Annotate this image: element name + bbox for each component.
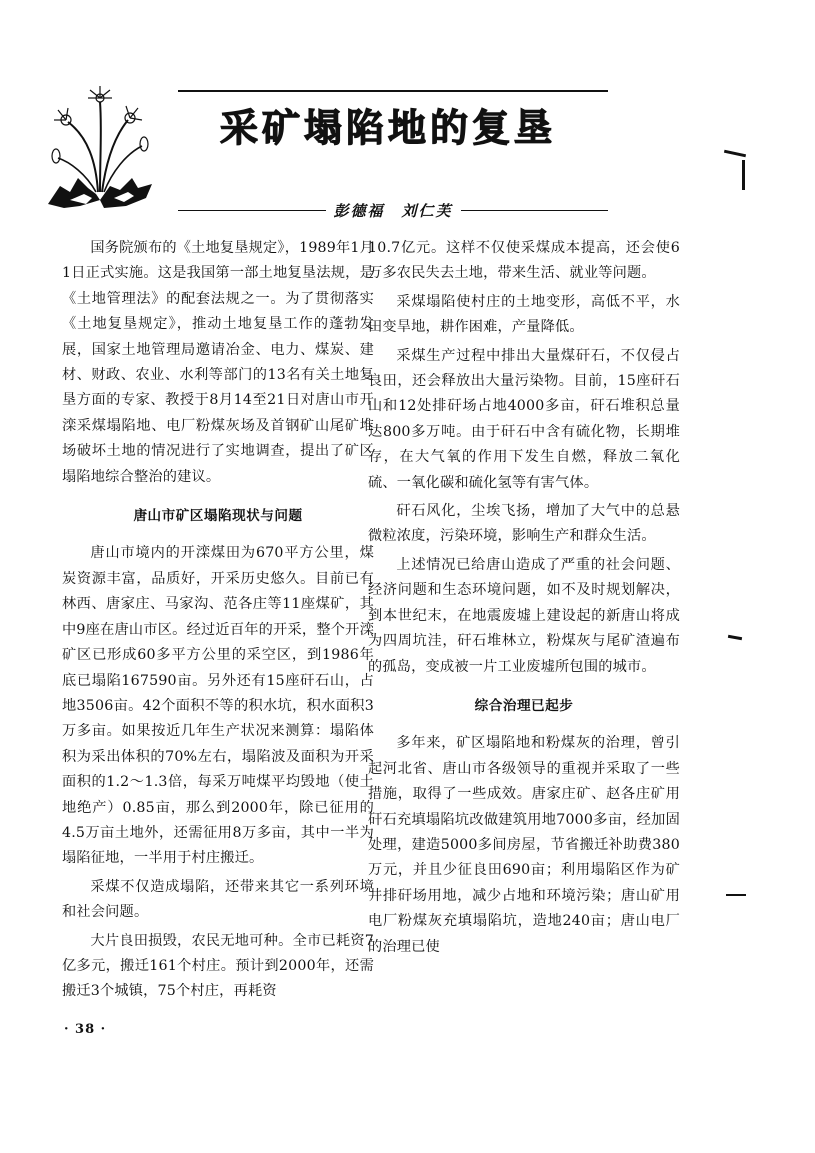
byline-rule-right	[461, 210, 609, 211]
problems-paragraph: 采煤不仅造成塌陷，还带来其它一系列环境和社会问题。	[62, 878, 374, 921]
page-number: · 38 ·	[64, 1022, 107, 1037]
summary-paragraph: 上述情况已给唐山造成了严重的社会问题、经济问题和生态环境问题，如不及时规划解决，到本世纪末，在地震废墟上建设起的新唐山将成为四周坑洼，矸石堆林立，粉煤灰与尾矿渣遍布的孤岛，变成被一片工业废墟所包围的城市。	[368, 556, 680, 675]
intro-paragraph: 国务院颁布的《土地复垦规定》，1989年1月1日正式实施。这是我国第一部土地复垦法规，是《土地管理法》的配套法规之一。为了贯彻落实《土地复垦规定》，推动土地复垦工作的蓬勃发展，国家土地管理局邀请冶金、电力、煤炭、建材、财政、农业、水利等部门的13名有关土地复垦方面的专家、教授于8月14至21日对唐山市开滦采煤塌陷地、电厂粉煤灰场及首钢矿山尾矿堆场破坏土地的情况进行了实地调查，提出了矿区塌陷地综合整治的建议。	[62, 240, 375, 485]
article-authors: 彭德福 刘仁芙	[333, 201, 453, 220]
flower-illustration-icon	[40, 82, 160, 212]
right-column	[368, 236, 680, 963]
byline-rule-left	[178, 210, 326, 211]
village-paragraph: 采煤塌陷使村庄的土地变形，高低不平，水田变旱地，耕作困难，产量降低。	[368, 293, 680, 336]
farmland-paragraph: 大片良田损毁，农民无地可种。全市已耗资7亿多元，搬迁161个村庄。预计到2000年，还需搬迁3个城镇，75个村庄，再耗资	[62, 932, 374, 1000]
scan-mark-4	[726, 894, 746, 896]
scan-mark-3	[728, 635, 742, 640]
left-column	[62, 236, 374, 1008]
byline-row	[178, 198, 608, 222]
status-paragraph: 唐山市境内的开滦煤田为670平方公里，煤炭资源丰富，品质好，开采历史悠久。目前已有林西、唐家庄、马家沟、范各庄等11座煤矿，其中9座在唐山市区。经过近百年的开采，整个开滦矿区已形成60多平方公里的采空区，到1986年底已塌陷167590亩。另外还有15座矸石山，占地3506亩。42个面积不等的积水坑，积水面积3万多亩。如果按近几年生产状况来测算：塌陷体积为采出体积的70%左右，塌陷波及面积为开采面积的1.2～1.3倍，每采万吨煤平均毁地（使土地绝产）0.85亩，那么到2000年，除已征用的4.5万亩土地外，还需征用8万多亩，其中一半为塌陷征地，一半用于村庄搬迁。	[62, 545, 374, 867]
weathering-paragraph: 矸石风化，尘埃飞扬，增加了大气中的总悬微粒浓度，污染环境，影响生产和群众生活。	[368, 503, 680, 545]
section-heading-remediation: 综合治理已起步	[474, 697, 574, 714]
gangue-paragraph: 采煤生产过程中排出大量煤矸石，不仅侵占良田，还会释放出大量污染物。目前，15座矸石山和12处排矸场占地4000多亩，矸石堆积总量达800多万吨。由于矸石中含有硫化物，长期堆存，在大气氧的作用下发生自燃，释放二氧化硫、一氧化碳和硫化氢等有害气体。	[368, 347, 680, 491]
continued-paragraph: 10.7亿元。这样不仅使采煤成本提高，还会使6万多农民失去土地，带来生活、就业等问题。	[368, 240, 680, 282]
scan-mark-1	[724, 150, 746, 158]
scan-mark-2	[742, 160, 745, 190]
title-top-rule	[178, 90, 608, 92]
remediation-paragraph: 多年来，矿区塌陷地和粉煤灰的治理，曾引起河北省、唐山市各级领导的重视并采取了一些措施，取得了一些成效。唐家庄矿、赵各庄矿用矸石充填塌陷坑改做建筑用地7000多亩，经加固处理，建造5000多间房屋，节省搬迁补助费380万元，并且少征良田690亩；利用塌陷区作为矿井排矸场用地，减少占地和环境污染；唐山矿用电厂粉煤灰充填塌陷坑，造地240亩；唐山电厂的治理已使	[368, 735, 680, 955]
article-title: 采矿塌陷地的复垦	[220, 106, 557, 150]
section-heading-current-status: 唐山市矿区塌陷现状与问题	[133, 508, 303, 525]
